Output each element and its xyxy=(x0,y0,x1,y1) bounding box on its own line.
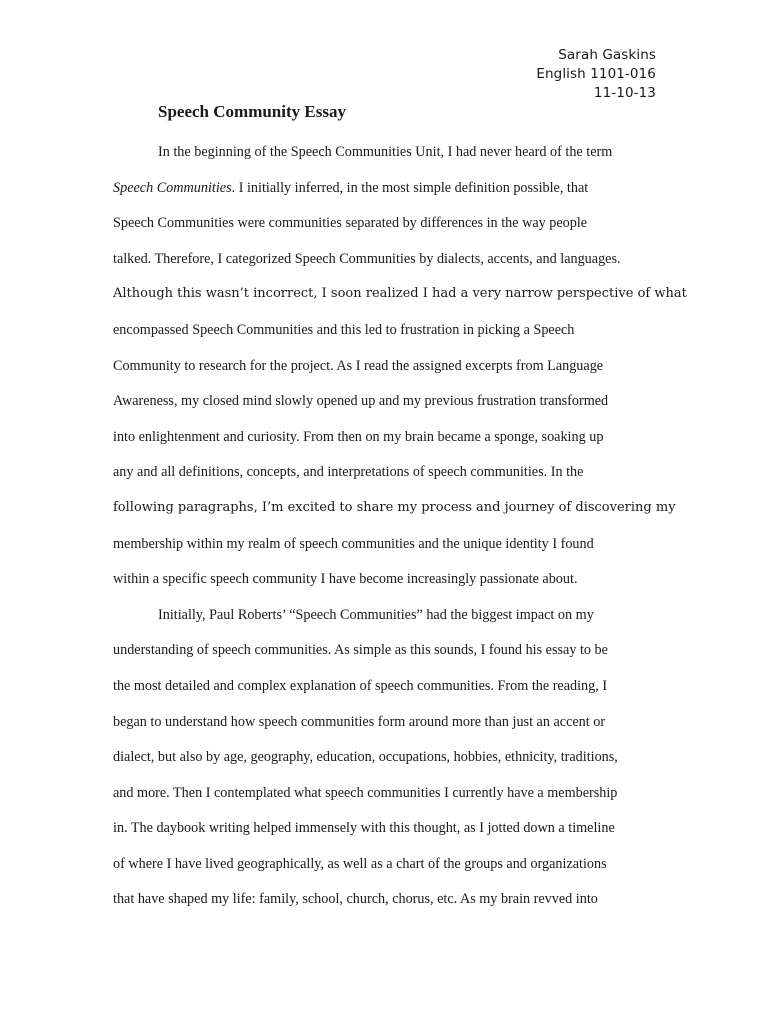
text-line xyxy=(113,603,658,639)
essay-body xyxy=(113,140,687,923)
line-text: Community to research for the project. As I read the assigned excerpts from Language xyxy=(113,357,604,374)
text-line xyxy=(113,887,658,923)
text-line xyxy=(113,745,658,781)
line-text: any and all definitions, concepts, and interpretations of speech communities. In the xyxy=(113,464,584,481)
line-text: that have shaped my life: family, school, church, chorus, etc. As my brain revved into xyxy=(113,891,598,908)
line-text: talked. Therefore, I categorized Speech Communities by dialects, accents, and languages. xyxy=(113,250,621,267)
line-text: In the beginning of the Speech Communities Unit, I had never heard of the term xyxy=(158,144,613,160)
line-text: membership within my realm of speech communities and the unique identity I found xyxy=(113,535,594,552)
line-text: of where I have lived geographically, as well as a chart of the groups and organizations xyxy=(113,855,607,872)
text-line xyxy=(113,532,658,568)
text-line xyxy=(113,211,658,247)
line-text: and more. Then I contemplated what speech communities I currently have a membership xyxy=(113,784,618,801)
author-header xyxy=(536,46,656,103)
text-line xyxy=(113,496,676,532)
text-line xyxy=(113,674,658,710)
line-text: Speech Communities were communities separated by differences in the way people xyxy=(113,215,588,232)
text-line xyxy=(113,425,658,461)
line-text: in. The daybook writing helped immensely with this thought, as I jotted down a timeline xyxy=(113,820,615,837)
text-line xyxy=(113,282,687,318)
line-text: Initially, Paul Roberts’ “Speech Communities” had the biggest impact on my xyxy=(158,606,594,623)
line-text: dialect, but also by age, geography, education, occupations, hobbies, ethnicity, traditions, xyxy=(113,749,618,766)
text-line xyxy=(113,176,658,212)
line-text: the most detailed and complex explanation of speech communities. From the reading, I xyxy=(113,677,608,694)
author-name: Sarah Gaskins xyxy=(558,47,656,63)
line-text: Awareness, my closed mind slowly opened up and my previous frustration transformed xyxy=(113,393,609,410)
text-line xyxy=(113,852,658,888)
course-label: English 1101-016 xyxy=(536,66,656,82)
text-line xyxy=(113,710,658,746)
text-line xyxy=(113,389,658,425)
line-text: . I initially inferred, in the most simple definition possible, that xyxy=(231,179,589,196)
text-line xyxy=(113,638,658,674)
text-line xyxy=(113,567,658,603)
line-text: began to understand how speech communities form around more than just an accent or xyxy=(113,713,606,730)
line-text: Although this wasn’t incorrect, I soon realized I had a very narrow perspective of what xyxy=(113,286,687,302)
line-text: following paragraphs, I’m excited to share my process and journey of discovering my xyxy=(113,499,676,515)
italic-term: Speech Communities xyxy=(113,179,232,196)
text-line xyxy=(113,318,658,354)
text-line xyxy=(113,140,658,176)
essay-title: Speech Community Essay xyxy=(158,102,346,121)
line-text: encompassed Speech Communities and this led to frustration in picking a Speech xyxy=(113,321,575,338)
line-text: into enlightenment and curiosity. From then on my brain became a sponge, soaking up xyxy=(113,428,604,445)
line-text: within a specific speech community I have become increasingly passionate about. xyxy=(113,571,578,588)
text-line xyxy=(113,354,658,390)
text-line xyxy=(113,460,658,496)
line-text: understanding of speech communities. As simple as this sounds, I found his essay to be xyxy=(113,642,608,659)
text-line xyxy=(113,816,658,852)
text-line xyxy=(113,781,658,817)
text-line xyxy=(113,247,658,283)
date-label: 11-10-13 xyxy=(593,85,656,101)
